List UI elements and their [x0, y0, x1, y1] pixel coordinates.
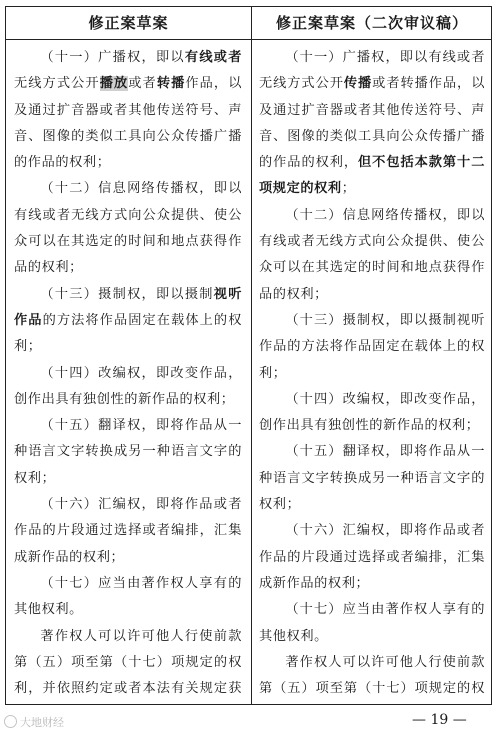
header-divider: [6, 39, 491, 40]
amended-text: 传播: [343, 76, 373, 92]
clause-text: 或者转播作品，以及通过扩音器或者其他传送符号、声音、图像的类似工具向公众传播广播的作品的权利，: [259, 76, 485, 171]
clause-text: 著作权人可以许可他人行使前款第（五）项至第（十七）项规定的权: [259, 654, 485, 697]
clause-text: （十二）信息网络传播权，即以有线或者无线方式向公众提供、使公众可以在其选定的时间和地点获得作品的权利；: [14, 181, 242, 276]
clause-paragraph: [259, 203, 485, 308]
amended-text: 转播: [156, 76, 186, 92]
comparison-table: [5, 6, 492, 705]
clause-paragraph: [14, 361, 242, 414]
clause-paragraph: [259, 518, 485, 597]
clause-paragraph: [14, 282, 242, 361]
clause-text: ；: [341, 181, 356, 197]
clause-paragraph: [14, 624, 242, 704]
clause-paragraph: [259, 439, 485, 518]
clause-text: （十四）改编权，即改变作品，创作出具有独创性的新作品的权利；: [14, 365, 242, 407]
clause-text: （十七）应当由著作权人享有的其他权利。: [14, 575, 242, 618]
amended-text: 播放: [99, 76, 129, 92]
clause-paragraph: [259, 597, 485, 650]
clause-text: 无线方式公开: [14, 76, 100, 92]
clause-paragraph: [14, 492, 242, 571]
clause-text: （十一）广播权，即以有线或者无线方式公开: [259, 50, 485, 92]
clause-text: （十一）广播权，即以: [40, 50, 185, 65]
clause-text: （十七）应当由著作权人享有的其他权利。: [259, 602, 485, 644]
clause-text: （十六）汇编权，即将作品或者作品的片段通过选择或者编排，汇集成新作品的权利；: [259, 523, 485, 591]
clause-text: （十五）翻译权，即将作品从一种语言文字转换成另一种语言文字的权利；: [259, 444, 485, 513]
clause-text: 作品，以及通过扩音器或者其他传送符号、声音、图像的类似工具向公众传播广播的作品的权利；: [14, 76, 242, 171]
clause-text: （十三）摄制权，即以摄制: [40, 286, 214, 302]
clause-paragraph: [14, 413, 242, 492]
right-column: [259, 45, 485, 704]
watermark-text: 大地财经: [20, 716, 64, 729]
clause-text: （十五）翻译权，即将作品从一种语言文字转换成另一种语言文字的权利；: [14, 418, 242, 486]
clause-paragraph: [259, 387, 485, 440]
clause-text: （十六）汇编权，即将作品或者作品的片段通过选择或者编排，汇集成新作品的权利；: [14, 497, 242, 565]
column-divider: [251, 7, 252, 704]
clause-paragraph: [14, 45, 242, 176]
clause-paragraph: [259, 45, 485, 203]
clause-text: 或者: [128, 76, 157, 92]
clause-paragraph: [259, 308, 485, 387]
amended-text: 但不包括本款第十二项规定的权利: [259, 155, 485, 197]
watermark-icon: [4, 715, 17, 728]
clause-paragraph: [259, 650, 485, 704]
clause-text: （十二）信息网络传播权，即以有线或者无线方式向公众提供、使公众可以在其选定的时间和地点获得作品的权利；: [259, 207, 485, 302]
clause-text: （十三）摄制权，即以摄制视听作品的方法将作品固定在载体上的权利；: [259, 312, 485, 381]
left-column: [14, 45, 242, 704]
amended-text: 有线或者: [184, 50, 242, 65]
clause-paragraph: [14, 571, 242, 624]
amended-text: 视听作品: [14, 286, 242, 328]
page-number: — 19 —: [412, 712, 467, 728]
clause-text: 著作权人可以许可他人行使前款第（五）项至第（十七）项规定的权利，并依照约定或者本法有关规定获: [14, 628, 242, 697]
clause-text: （十四）改编权，即改变作品，创作出具有独创性的新作品的权利；: [259, 391, 485, 434]
clause-paragraph: [14, 176, 242, 281]
clause-text: 的方法将作品固定在载体上的权利；: [14, 312, 242, 355]
header-draft: 修正案草案: [88, 14, 169, 32]
header-second-review-draft: 修正案草案（二次审议稿）: [275, 14, 468, 32]
watermark-logo: [4, 714, 64, 730]
